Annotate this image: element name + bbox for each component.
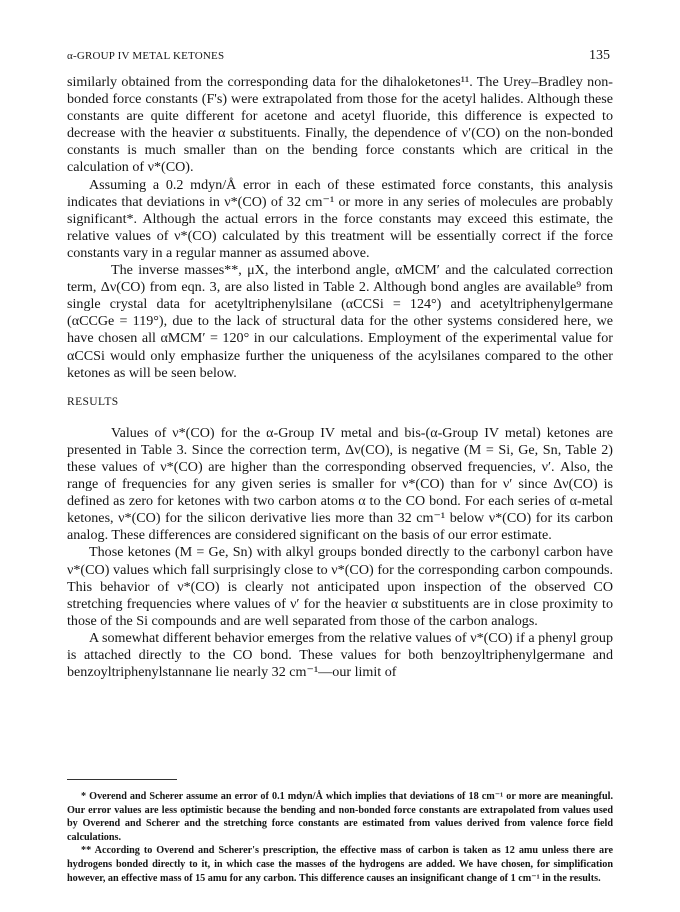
footnote-rule [67, 779, 177, 780]
body-text [67, 74, 613, 681]
section-heading-results: RESULTS [67, 395, 119, 408]
paragraph-error-estimate: Assuming a 0.2 mdyn/Å error in each of these estimated force constants, this analysis indicates that deviations in ν*(CO) of 32 cm⁻¹ or more in any series of molecules are probably significant*. Although the actual errors in the force constants may exceed this estimate, the relative values of ν*(CO) calculated by this treatment will be essentially correct if the force constants vary in a regular manner as assumed above. [67, 176, 613, 261]
footnotes [67, 790, 613, 885]
paragraph-inverse-masses: The inverse masses**, μX, the interbond angle, αMCM′ and the calculated correction term, Δν(CO) from eqn. 3, are also listed in Table 2. Although bond angles are available⁹ from single crystal data for acetyltriphenylsilane (αCCSi = 124°) and acetyltriphenylgermane (αCCGe = 119°), due to the lack of structural data for the other systems considered here, we have chosen all αMCM′ = 120° in our calculations. Employment of the experimental value for αCCSi would only emphasize further the uniqueness of the acylsilanes compared to the other ketones as will be seen below. [67, 262, 613, 381]
page-number: 135 [589, 48, 610, 63]
paragraph-values: Values of ν*(CO) for the α-Group IV metal and bis-(α-Group IV metal) ketones are presented in Table 3. Since the correction term, Δν(CO), is negative (M = Si, Ge, Sn, Table 2) these values of ν*(CO) are higher than the corresponding observed frequencies, ν′. Also, the range of frequencies for any given series is smaller for ν*(CO) than for ν′ since Δν(CO) is defined as zero for ketones with two carbon atoms α to the CO bond. For each series of α-metal ketones, ν*(CO) for the silicon derivative lies more than 32 cm⁻¹ below ν*(CO) for its carbon analog. These differences are considered significant on the basis of our error estimate. [67, 424, 613, 544]
paragraph-force-constants: similarly obtained from the corresponding data for the dihaloketones¹¹. The Urey–Bradley non-bonded force constants (F's) were extrapolated from those for the acetyl halides. Although these constants are quite different for acetone and acetyl fluoride, this difference is expected to decrease with the heavier α substituents. Finally, the dependence of ν′(CO) on the non-bonded constants is much smaller than on the bending force constants which are critical in the calculation of ν*(CO). [67, 74, 613, 176]
footnote-single-star: * Overend and Scherer assume an error of 0.1 mdyn/Å which implies that deviations of 18 cm⁻¹ or more are meaningful. Our error values are less optimistic because the bending and non-bonded force constants are extrapolated from values used by Overend and Scherer and the stretching force constants are estimated from values derived from valence force field calculations. [67, 791, 613, 843]
paragraph-phenyl-ketones: A somewhat different behavior emerges from the relative values of ν*(CO) if a phenyl group is attached directly to the CO bond. These values for both benzoyltriphenylgermane and benzoyltriphenylstannane lie nearly 32 cm⁻¹—our limit of [67, 629, 613, 681]
paragraph-alkyl-ketones: Those ketones (M = Ge, Sn) with alkyl groups bonded directly to the carbonyl carbon have ν*(CO) values which fall surprisingly close to ν*(CO) for the corresponding carbon compounds. This behavior of ν*(CO) is clearly not anticipated upon inspection of the observed CO stretching frequencies where values of ν′ for the heavier α substituents are in close proximity to those of the Si compounds and are well separated from those of the carbon analogs. [67, 544, 613, 629]
running-title: α-GROUP IV METAL KETONES [67, 50, 225, 62]
footnote-double-star: ** According to Overend and Scherer's prescription, the effective mass of carbon is taken as 12 amu unless there are hydrogens bonded directly to it, in which case the masses of the hydrogens are added. We have chosen, for simplification however, an effective mass of 15 amu for any carbon. This difference causes an insignificant change of 1 cm⁻¹ in the results. [67, 845, 613, 884]
running-head [67, 48, 610, 64]
